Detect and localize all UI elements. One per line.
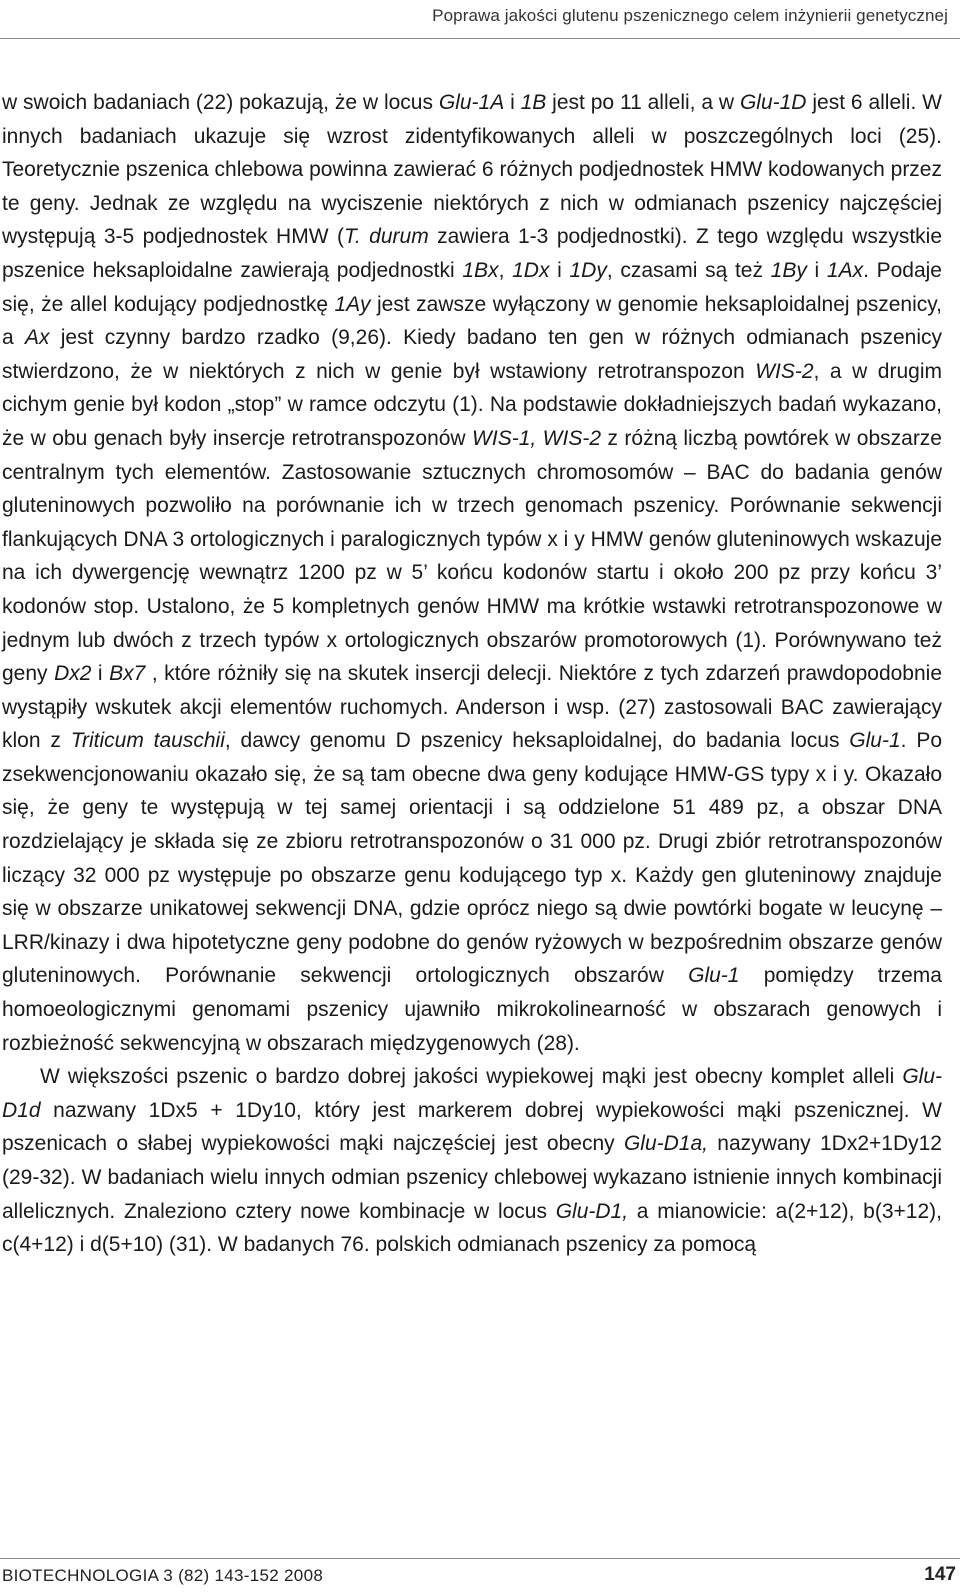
article-body [2,86,942,1262]
text-run: , dawcy genomu D pszenicy heksaploidalnej, do badania locus [224,729,850,753]
text-run: w swoich badaniach (22) pokazują, że w locus [2,91,439,114]
paragraph-2 [2,1060,942,1262]
text-run: jest zawsze wyłączony w genomie heksaploidalnej pszenicy, a [2,292,943,350]
header-divider [0,38,960,39]
footer-journal-citation: BIOTECHNOLOGIA 3 (82) 143-152 2008 [2,1566,324,1585]
text-run: jest czynny bardzo rzadko (9,26). Kiedy badano ten gen w różnych odmianach pszenicy stwierdzono, że w niektórych z nich w genie był wstawiony retrotranspozon [2,326,943,383]
italic-term: Ax [24,326,50,350]
text-run: zawiera 1-3 podjednostki). Z tego względu wszystkie pszenice heksaploidalne zawierają podjednostki [2,225,942,282]
italic-term: WIS-2 [755,359,814,383]
text-run: i [504,91,521,114]
italic-term: T. durum [343,225,429,249]
italic-term: 1Ay [334,292,371,316]
italic-term: Glu-1D [739,91,807,114]
italic-term: Bx7 [109,662,146,686]
italic-term: Triticum tauschii [70,729,225,753]
text-run: z różną liczbą powtórek w obszarze centralnym tych elementów. Zastosowanie sztucznych chromosomów – BAC do badania genów gluteninowych pozwoliło na porównanie ich w trzech genomach pszenicy. Porównanie sekwencji flankujących DNA 3 ortologicznych i paralogicznych typów x i y HMW genów gluteninowych wskazuje na ich dywergencję wewnątrz 1200 pz w 5’ końcu kodonów startu i około 200 pz przy końcu 3’ kodonów stop. Ustalono, że 5 kompletnych genów HMW ma krótkie wstawki retrotranspozonowe w jednym lub dwóch z trzech typów x ortologicznych obszarów promotorowych (1). Porównywano też geny [2,426,942,686]
italic-term: Glu-1 [688,964,740,988]
text-run: a mianowicie: a(2+12), b(3+12), c(4+12) i d(5+10) (31). W badanych 76. polskich odmianach pszenicy za pomocą [2,1199,942,1257]
italic-term: Glu-1 [849,729,901,753]
text-run: , [498,258,513,282]
paragraph-1 [2,86,942,1060]
text-run: , a w drugim cichym genie był kodon „stop” w ramce odczytu (1). Na podstawie dokładniejszych badań wykazano, że w obu genach były insercje retrotranspozonów [2,359,942,450]
text-run: i [806,258,827,282]
text-run: jest po 11 alleli, a w [546,91,740,114]
text-run: . Po zsekwencjonowaniu okazało się, że są tam obecne dwa geny kodujące HMW-GS typy x i y. Okazało się, że geny te występują w tej samej orientacji i są oddzielone 51 489 pz, a obszar DNA rozdzielający je składa się ze zbioru retrotranspozonów o 31 000 pz. Drugi zbiór retrotranspozonów liczący 32 000 pz występuje po obszarze genu kodującego typ x. Każdy gen gluteninowy znajduje się w obszarze unikatowej sekwencji DNA, gdzie oprócz niego są dwie powtórki bogate w leucynę – LRR/kinazy i dwa hipotetyczne geny podobne do genów ryżowych w bezpośrednim obszarze genów gluteninowych. Porównanie sekwencji ortologicznych obszarów [2,729,943,988]
italic-term: Glu-D1, [555,1199,629,1223]
text-run: . Podaje się, że allel kodujący podjednostkę [2,258,942,316]
text-run: jest 6 alleli. W innych badaniach ukazuje się wzrost zidentyfikowanych alleli w poszczególnych loci (25). Teoretycznie pszenica chlebowa powinna zawierać 6 różnych podjednostek HMW kodowanych przez te geny. Jednak ze względu na wyciszenie niektórych z nich w odmianach pszenicy najczęściej występują 3-5 podjednostek HMW ( [2,91,942,249]
text-run: i [549,258,570,282]
italic-term: 1Bx [462,258,499,282]
footer-divider [0,1558,960,1559]
italic-term: 1B [520,91,547,114]
italic-term: WIS-1, WIS-2 [472,426,601,450]
text-run: nazwany 1Dx5 + 1Dy10, który jest markerem dobrej wypiekowości mąki pszenicznej. W pszenicach o słabej wypiekowości mąki najczęściej jest obecny [2,1098,942,1156]
text-run: nazywany 1Dx2+1Dy12 (29-32). W badaniach wielu innych odmian pszenicy chlebowej wykazano istnienie innych kombinacji allelicznych. Znaleziono cztery nowe kombinacje w locus [2,1132,942,1223]
italic-term: 1By [770,258,807,282]
italic-term: 1Dx [512,258,550,282]
page-number: 147 [924,1564,956,1585]
text-run: i [91,662,110,686]
italic-term: Dx2 [54,662,92,686]
text-run: W większości pszenic o bardzo dobrej jakości wypiekowej mąki jest obecny komplet alleli [40,1065,903,1089]
text-run: , czasami są też [606,258,771,282]
italic-term: 1Dy [569,258,607,282]
text-run: pomiędzy trzema homoeologicznymi genomami pszenicy ujawniło mikrokolinearność w obszarach genowych i rozbieżność sekwencyjną w obszarach międzygenowych (28). [2,964,942,1055]
running-header-title: Poprawa jakości glutenu pszenicznego celem inżynierii genetycznej [432,6,948,25]
text-run: , które różniły się na skutek insercji delecji. Niektóre z tych zdarzeń prawdopodobnie wystąpiły wskutek akcji elementów ruchomych. Anderson i wsp. (27) zastosowali BAC zawierający klon z [2,662,943,753]
italic-term: Glu-D1d [2,1065,942,1122]
italic-term: 1Ax [826,258,864,282]
italic-term: Glu-1A [438,91,505,114]
italic-term: Glu-D1a, [623,1132,708,1156]
